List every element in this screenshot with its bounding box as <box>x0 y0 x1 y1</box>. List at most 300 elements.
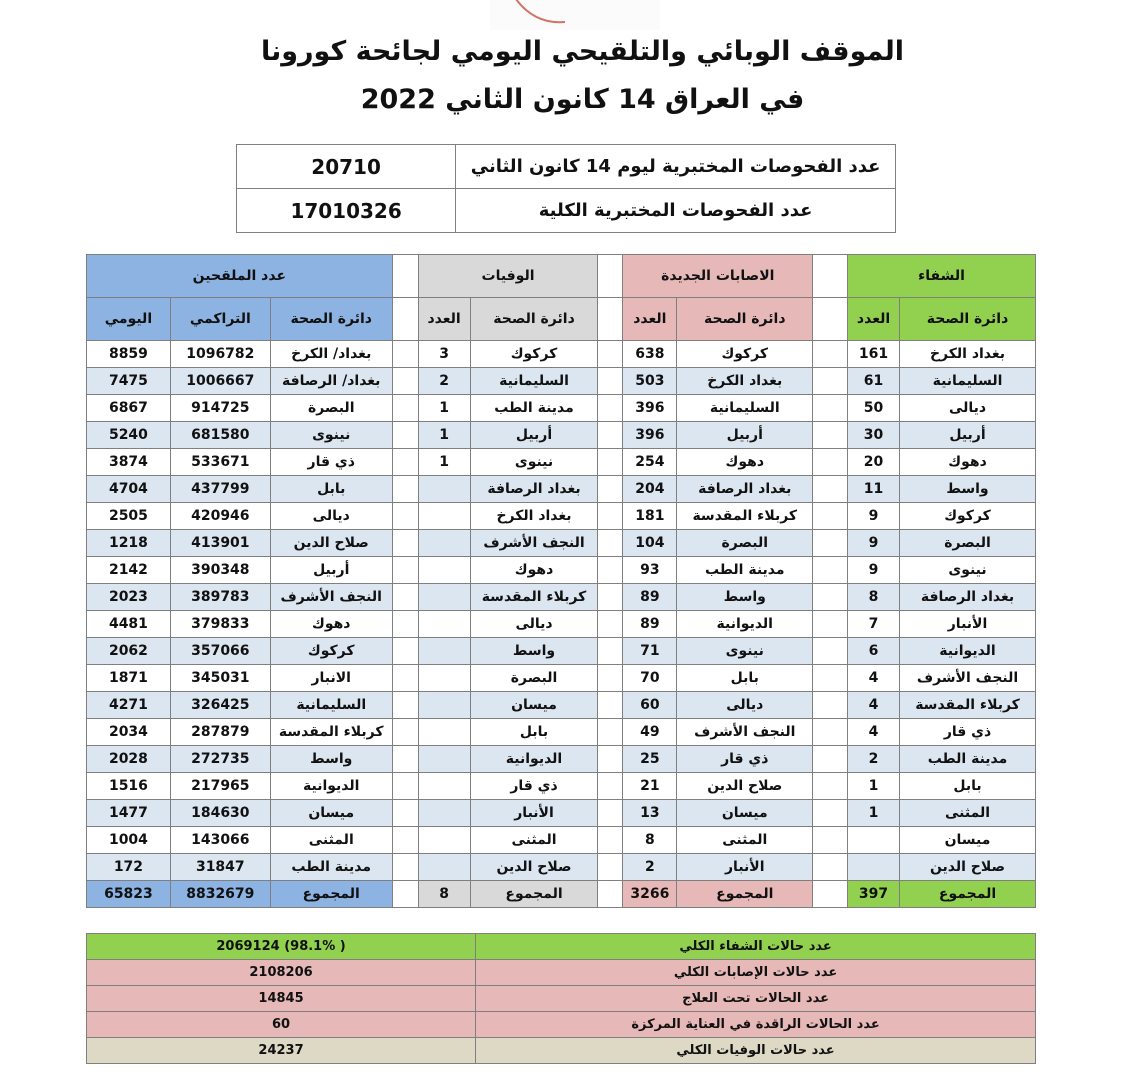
col-header-deaths-count: العدد <box>418 298 470 341</box>
vaccinated-daily-cell: 8859 <box>87 341 171 368</box>
vaccinated-directorate-cell: أربيل <box>270 557 392 584</box>
table-row <box>87 746 1036 773</box>
vaccinated-directorate-cell: كركوك <box>270 638 392 665</box>
deaths-directorate-cell: بغداد الكرخ <box>470 503 598 530</box>
table-row <box>87 827 1036 854</box>
new-cases-directorate-cell: دهوك <box>677 449 813 476</box>
col-header-vaccinated-daily: اليومي <box>87 298 171 341</box>
deaths-directorate-cell: نينوى <box>470 449 598 476</box>
recovered-count-cell: 9 <box>848 503 900 530</box>
new-cases-count-cell: 60 <box>623 692 677 719</box>
table-row <box>87 449 1036 476</box>
deaths-directorate-cell: الأنبار <box>470 800 598 827</box>
spacer-cell <box>813 255 848 298</box>
table-row <box>87 611 1036 638</box>
spacer-cell <box>598 773 623 800</box>
deaths-directorate-cell: كربلاء المقدسة <box>470 584 598 611</box>
spacer-cell <box>392 584 418 611</box>
recovered-directorate-cell: الأنبار <box>900 611 1036 638</box>
spacer-cell <box>392 611 418 638</box>
deaths-count-cell <box>418 530 470 557</box>
table-row <box>87 341 1036 368</box>
recovered-count-cell: 4 <box>848 665 900 692</box>
deaths-count-cell: 1 <box>418 449 470 476</box>
spacer-cell <box>598 692 623 719</box>
new-cases-count-cell: 181 <box>623 503 677 530</box>
recovered-directorate-cell: بغداد الرصافة <box>900 584 1036 611</box>
total-tests-value: 17010326 <box>237 189 456 233</box>
spacer-cell <box>598 854 623 881</box>
deaths-count-cell <box>418 638 470 665</box>
vaccinated-cumulative-cell: 1006667 <box>170 368 270 395</box>
spacer-cell <box>813 476 848 503</box>
summary-label: عدد حالات الإصابات الكلي <box>476 960 1036 986</box>
new-cases-count-cell: 104 <box>623 530 677 557</box>
page-title: الموقف الوبائي والتلقيحي اليومي لجائحة كورونا <box>260 36 905 67</box>
spacer-cell <box>598 881 623 908</box>
spacer-cell <box>813 557 848 584</box>
vaccinated-directorate-cell: واسط <box>270 746 392 773</box>
deaths-count-cell <box>418 746 470 773</box>
spacer-cell <box>813 503 848 530</box>
vaccinated-cumulative-cell: 143066 <box>170 827 270 854</box>
recovered-directorate-cell: السليمانية <box>900 368 1036 395</box>
summary-value: 2108206 <box>87 960 476 986</box>
table-row <box>87 800 1036 827</box>
recovered-count-cell: 50 <box>848 395 900 422</box>
deaths-directorate-cell: الديوانية <box>470 746 598 773</box>
vaccinated-directorate-cell: كربلاء المقدسة <box>270 719 392 746</box>
vaccinated-directorate-cell: البصرة <box>270 395 392 422</box>
ministry-logo-icon <box>490 0 660 30</box>
vaccinated-cumulative-cell: 420946 <box>170 503 270 530</box>
vaccinated-total-cumulative: 8832679 <box>170 881 270 908</box>
vaccinated-daily-cell: 1218 <box>87 530 171 557</box>
spacer-cell <box>392 368 418 395</box>
spacer-cell <box>813 368 848 395</box>
spacer-cell <box>392 341 418 368</box>
new-cases-count-cell: 13 <box>623 800 677 827</box>
new-cases-directorate-cell: أربيل <box>677 422 813 449</box>
recovered-count-cell: 4 <box>848 692 900 719</box>
summary-label: عدد الحالات الراقدة في العناية المركزة <box>476 1012 1036 1038</box>
recovered-directorate-cell: ميسان <box>900 827 1036 854</box>
deaths-directorate-cell: بغداد الرصافة <box>470 476 598 503</box>
spacer-cell <box>813 638 848 665</box>
new-cases-count-cell: 21 <box>623 773 677 800</box>
deaths-total-value: 8 <box>418 881 470 908</box>
recovered-directorate-cell: دهوك <box>900 449 1036 476</box>
spacer-cell <box>392 638 418 665</box>
vaccinated-directorate-cell: الديوانية <box>270 773 392 800</box>
deaths-count-cell <box>418 665 470 692</box>
total-tests-row <box>237 189 896 233</box>
table-row <box>87 638 1036 665</box>
spacer-cell <box>813 881 848 908</box>
new-cases-count-cell: 93 <box>623 557 677 584</box>
vaccinated-directorate-cell: ذي قار <box>270 449 392 476</box>
vaccinated-cumulative-cell: 681580 <box>170 422 270 449</box>
vaccinated-cumulative-cell: 533671 <box>170 449 270 476</box>
spacer-cell <box>598 368 623 395</box>
spacer-cell <box>813 746 848 773</box>
spacer-cell <box>813 298 848 341</box>
deaths-count-cell: 1 <box>418 395 470 422</box>
vaccinated-directorate-cell: مدينة الطب <box>270 854 392 881</box>
deaths-count-cell <box>418 611 470 638</box>
col-header-new-cases-directorate: دائرة الصحة <box>677 298 813 341</box>
deaths-directorate-cell: صلاح الدين <box>470 854 598 881</box>
table-row <box>87 368 1036 395</box>
new-cases-directorate-cell: بغداد الرصافة <box>677 476 813 503</box>
deaths-count-cell <box>418 557 470 584</box>
table-row <box>87 503 1036 530</box>
spacer-cell <box>813 422 848 449</box>
spacer-cell <box>598 827 623 854</box>
recovered-count-cell: 20 <box>848 449 900 476</box>
new-cases-count-cell: 49 <box>623 719 677 746</box>
vaccinated-directorate-cell: السليمانية <box>270 692 392 719</box>
deaths-section-title: الوفيات <box>418 255 598 298</box>
summary-row <box>87 934 1036 960</box>
summary-row <box>87 960 1036 986</box>
vaccinated-daily-cell: 172 <box>87 854 171 881</box>
vaccinated-cumulative-cell: 31847 <box>170 854 270 881</box>
deaths-directorate-cell: النجف الأشرف <box>470 530 598 557</box>
spacer-cell <box>392 422 418 449</box>
spacer-cell <box>598 800 623 827</box>
spacer-cell <box>392 746 418 773</box>
new-cases-directorate-cell: واسط <box>677 584 813 611</box>
new-cases-directorate-cell: كركوك <box>677 341 813 368</box>
spacer-cell <box>392 503 418 530</box>
vaccinated-directorate-cell: الانبار <box>270 665 392 692</box>
recovered-directorate-cell: بابل <box>900 773 1036 800</box>
recovered-directorate-cell: كركوك <box>900 503 1036 530</box>
daily-tests-label: عدد الفحوصات المختبرية ليوم 14 كانون الثاني <box>456 145 896 189</box>
summary-label: عدد حالات الشفاء الكلي <box>476 934 1036 960</box>
vaccinated-daily-cell: 4704 <box>87 476 171 503</box>
summary-label: عدد حالات الوفيات الكلي <box>476 1038 1036 1064</box>
vaccinated-daily-cell: 2505 <box>87 503 171 530</box>
table-row <box>87 476 1036 503</box>
new-cases-directorate-cell: مدينة الطب <box>677 557 813 584</box>
recovered-count-cell: 161 <box>848 341 900 368</box>
table-row <box>87 422 1036 449</box>
deaths-count-cell <box>418 800 470 827</box>
table-row <box>87 395 1036 422</box>
spacer-cell <box>598 395 623 422</box>
table-row <box>87 584 1036 611</box>
deaths-count-cell: 2 <box>418 368 470 395</box>
vaccinated-daily-cell: 1871 <box>87 665 171 692</box>
spacer-cell <box>392 298 418 341</box>
section-header-row <box>87 255 1036 298</box>
spacer-cell <box>598 638 623 665</box>
new-cases-directorate-cell: كربلاء المقدسة <box>677 503 813 530</box>
new-cases-directorate-cell: الديوانية <box>677 611 813 638</box>
spacer-cell <box>813 584 848 611</box>
vaccinated-directorate-cell: دهوك <box>270 611 392 638</box>
deaths-directorate-cell: السليمانية <box>470 368 598 395</box>
spacer-cell <box>598 665 623 692</box>
summary-value: 2069124 (98.1% ) <box>87 934 476 960</box>
summary-value: 14845 <box>87 986 476 1012</box>
deaths-count-cell <box>418 476 470 503</box>
spacer-cell <box>392 881 418 908</box>
lab-tests-table <box>236 144 896 233</box>
new-cases-count-cell: 638 <box>623 341 677 368</box>
new-cases-directorate-cell: بغداد الكرخ <box>677 368 813 395</box>
recovered-count-cell: 8 <box>848 584 900 611</box>
col-header-vaccinated-cumulative: التراكمي <box>170 298 270 341</box>
vaccinated-cumulative-cell: 272735 <box>170 746 270 773</box>
deaths-directorate-cell: أربيل <box>470 422 598 449</box>
vaccinated-cumulative-cell: 184630 <box>170 800 270 827</box>
vaccinated-directorate-cell: المثنى <box>270 827 392 854</box>
totals-row <box>87 881 1036 908</box>
vaccinated-daily-cell: 6867 <box>87 395 171 422</box>
recovered-directorate-cell: بغداد الكرخ <box>900 341 1036 368</box>
new-cases-directorate-cell: البصرة <box>677 530 813 557</box>
vaccinated-cumulative-cell: 914725 <box>170 395 270 422</box>
deaths-directorate-cell: ذي قار <box>470 773 598 800</box>
spacer-cell <box>813 773 848 800</box>
recovered-total-label: المجموع <box>900 881 1036 908</box>
spacer-cell <box>392 255 418 298</box>
new-cases-count-cell: 503 <box>623 368 677 395</box>
deaths-count-cell <box>418 584 470 611</box>
new-cases-total-value: 3266 <box>623 881 677 908</box>
vaccinated-daily-cell: 3874 <box>87 449 171 476</box>
new-cases-directorate-cell: ميسان <box>677 800 813 827</box>
vaccinated-daily-cell: 1516 <box>87 773 171 800</box>
deaths-count-cell <box>418 503 470 530</box>
deaths-count-cell <box>418 692 470 719</box>
spacer-cell <box>598 530 623 557</box>
recovered-directorate-cell: مدينة الطب <box>900 746 1036 773</box>
cumulative-summary-table <box>86 933 1036 1064</box>
vaccinated-cumulative-cell: 357066 <box>170 638 270 665</box>
deaths-directorate-cell: المثنى <box>470 827 598 854</box>
spacer-cell <box>813 665 848 692</box>
deaths-count-cell <box>418 719 470 746</box>
new-cases-directorate-cell: نينوى <box>677 638 813 665</box>
new-cases-directorate-cell: صلاح الدين <box>677 773 813 800</box>
new-cases-directorate-cell: ديالى <box>677 692 813 719</box>
new-cases-section-title: الاصابات الجديدة <box>623 255 813 298</box>
spacer-cell <box>392 854 418 881</box>
col-header-new-cases-count: العدد <box>623 298 677 341</box>
recovered-directorate-cell: الديوانية <box>900 638 1036 665</box>
recovered-directorate-cell: ديالى <box>900 395 1036 422</box>
summary-label: عدد الحالات تحت العلاج <box>476 986 1036 1012</box>
vaccinated-cumulative-cell: 379833 <box>170 611 270 638</box>
spacer-cell <box>813 341 848 368</box>
summary-row <box>87 1038 1036 1064</box>
col-header-deaths-directorate: دائرة الصحة <box>470 298 598 341</box>
deaths-count-cell: 3 <box>418 341 470 368</box>
spacer-cell <box>392 449 418 476</box>
recovered-count-cell: 61 <box>848 368 900 395</box>
recovered-count-cell: 1 <box>848 800 900 827</box>
deaths-count-cell <box>418 854 470 881</box>
spacer-cell <box>813 692 848 719</box>
recovered-directorate-cell: النجف الأشرف <box>900 665 1036 692</box>
spacer-cell <box>392 800 418 827</box>
column-header-row <box>87 298 1036 341</box>
recovered-count-cell: 30 <box>848 422 900 449</box>
deaths-count-cell <box>418 773 470 800</box>
spacer-cell <box>598 503 623 530</box>
vaccinated-daily-cell: 2062 <box>87 638 171 665</box>
vaccinated-directorate-cell: بابل <box>270 476 392 503</box>
deaths-count-cell <box>418 827 470 854</box>
deaths-directorate-cell: ميسان <box>470 692 598 719</box>
new-cases-directorate-cell: المثنى <box>677 827 813 854</box>
recovered-count-cell: 9 <box>848 557 900 584</box>
vaccinated-daily-cell: 5240 <box>87 422 171 449</box>
vaccinated-directorate-cell: بغداد/ الكرخ <box>270 341 392 368</box>
vaccinated-cumulative-cell: 390348 <box>170 557 270 584</box>
vaccinated-cumulative-cell: 1096782 <box>170 341 270 368</box>
vaccinated-directorate-cell: ديالى <box>270 503 392 530</box>
vaccinated-daily-cell: 2142 <box>87 557 171 584</box>
vaccinated-directorate-cell: ميسان <box>270 800 392 827</box>
summary-value: 24237 <box>87 1038 476 1064</box>
spacer-cell <box>598 719 623 746</box>
spacer-cell <box>392 827 418 854</box>
new-cases-count-cell: 254 <box>623 449 677 476</box>
col-header-recovered-directorate: دائرة الصحة <box>900 298 1036 341</box>
table-row <box>87 557 1036 584</box>
spacer-cell <box>598 557 623 584</box>
deaths-directorate-cell: البصرة <box>470 665 598 692</box>
vaccinated-cumulative-cell: 287879 <box>170 719 270 746</box>
spacer-cell <box>598 476 623 503</box>
spacer-cell <box>813 611 848 638</box>
spacer-cell <box>813 449 848 476</box>
new-cases-total-label: المجموع <box>677 881 813 908</box>
vaccinated-cumulative-cell: 413901 <box>170 530 270 557</box>
vaccinated-directorate-cell: النجف الأشرف <box>270 584 392 611</box>
spacer-cell <box>392 719 418 746</box>
col-header-recovered-count: العدد <box>848 298 900 341</box>
table-row <box>87 692 1036 719</box>
vaccinated-directorate-cell: بغداد/ الرصافة <box>270 368 392 395</box>
deaths-directorate-cell: كركوك <box>470 341 598 368</box>
daily-tests-value: 20710 <box>237 145 456 189</box>
new-cases-count-cell: 25 <box>623 746 677 773</box>
new-cases-directorate-cell: الأنبار <box>677 854 813 881</box>
new-cases-count-cell: 89 <box>623 584 677 611</box>
vaccinated-total-label: المجموع <box>270 881 392 908</box>
vaccinated-cumulative-cell: 326425 <box>170 692 270 719</box>
spacer-cell <box>813 530 848 557</box>
new-cases-directorate-cell: النجف الأشرف <box>677 719 813 746</box>
recovered-section-title: الشفاء <box>848 255 1036 298</box>
new-cases-count-cell: 89 <box>623 611 677 638</box>
vaccinated-cumulative-cell: 437799 <box>170 476 270 503</box>
vaccinated-total-daily: 65823 <box>87 881 171 908</box>
spacer-cell <box>813 854 848 881</box>
spacer-cell <box>598 584 623 611</box>
new-cases-count-cell: 204 <box>623 476 677 503</box>
deaths-directorate-cell: ديالى <box>470 611 598 638</box>
spacer-cell <box>598 298 623 341</box>
col-header-vaccinated-directorate: دائرة الصحة <box>270 298 392 341</box>
vaccinated-directorate-cell: صلاح الدين <box>270 530 392 557</box>
new-cases-count-cell: 2 <box>623 854 677 881</box>
vaccinated-daily-cell: 1004 <box>87 827 171 854</box>
spacer-cell <box>392 530 418 557</box>
new-cases-count-cell: 8 <box>623 827 677 854</box>
spacer-cell <box>392 692 418 719</box>
page-subtitle-date: في العراق 14 كانون الثاني 2022 <box>360 84 805 115</box>
table-row <box>87 854 1036 881</box>
deaths-directorate-cell: مدينة الطب <box>470 395 598 422</box>
spacer-cell <box>392 476 418 503</box>
recovered-directorate-cell: كربلاء المقدسة <box>900 692 1036 719</box>
spacer-cell <box>392 557 418 584</box>
deaths-directorate-cell: بابل <box>470 719 598 746</box>
recovered-count-cell: 1 <box>848 773 900 800</box>
vaccinated-cumulative-cell: 345031 <box>170 665 270 692</box>
recovered-count-cell: 7 <box>848 611 900 638</box>
recovered-count-cell: 4 <box>848 719 900 746</box>
spacer-cell <box>598 449 623 476</box>
vaccinated-cumulative-cell: 389783 <box>170 584 270 611</box>
spacer-cell <box>813 827 848 854</box>
new-cases-directorate-cell: ذي قار <box>677 746 813 773</box>
daily-statistics-table <box>86 254 1036 908</box>
new-cases-count-cell: 71 <box>623 638 677 665</box>
vaccinated-section-title: عدد الملقحين <box>87 255 393 298</box>
deaths-directorate-cell: دهوك <box>470 557 598 584</box>
recovered-directorate-cell: أربيل <box>900 422 1036 449</box>
recovered-total-value: 397 <box>848 881 900 908</box>
daily-tests-row <box>237 145 896 189</box>
new-cases-count-cell: 396 <box>623 422 677 449</box>
summary-row <box>87 986 1036 1012</box>
vaccinated-daily-cell: 7475 <box>87 368 171 395</box>
deaths-count-cell: 1 <box>418 422 470 449</box>
vaccinated-daily-cell: 2023 <box>87 584 171 611</box>
new-cases-count-cell: 70 <box>623 665 677 692</box>
vaccinated-directorate-cell: نينوى <box>270 422 392 449</box>
recovered-count-cell: 6 <box>848 638 900 665</box>
recovered-directorate-cell: ذي قار <box>900 719 1036 746</box>
vaccinated-daily-cell: 2034 <box>87 719 171 746</box>
recovered-count-cell <box>848 854 900 881</box>
recovered-directorate-cell: صلاح الدين <box>900 854 1036 881</box>
total-tests-label: عدد الفحوصات المختبرية الكلية <box>456 189 896 233</box>
summary-value: 60 <box>87 1012 476 1038</box>
recovered-count-cell: 2 <box>848 746 900 773</box>
spacer-cell <box>598 341 623 368</box>
recovered-count-cell <box>848 827 900 854</box>
deaths-total-label: المجموع <box>470 881 598 908</box>
spacer-cell <box>598 611 623 638</box>
spacer-cell <box>598 255 623 298</box>
recovered-directorate-cell: البصرة <box>900 530 1036 557</box>
recovered-directorate-cell: واسط <box>900 476 1036 503</box>
recovered-directorate-cell: نينوى <box>900 557 1036 584</box>
spacer-cell <box>813 800 848 827</box>
summary-row <box>87 1012 1036 1038</box>
spacer-cell <box>813 719 848 746</box>
spacer-cell <box>392 665 418 692</box>
